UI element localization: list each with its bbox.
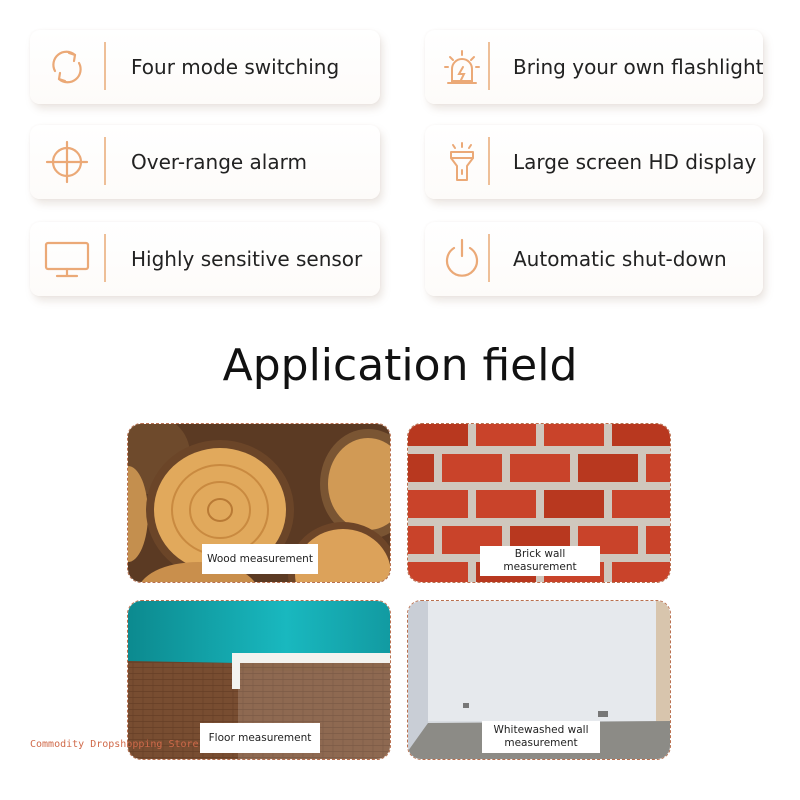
- brick: [476, 424, 536, 446]
- brick: [612, 562, 671, 583]
- alarm-light-icon: [437, 42, 487, 92]
- feature-card-alarm: [30, 125, 380, 199]
- photo-caption: Brick wall measurement: [480, 546, 600, 576]
- brick: [544, 424, 604, 446]
- feature-label: Automatic shut-down: [513, 247, 727, 271]
- photo-caption: Whitewashed wall measurement: [482, 721, 600, 753]
- brick: [408, 562, 468, 583]
- feature-card-shutdown: [425, 222, 763, 296]
- photo-caption: Wood measurement: [202, 544, 318, 574]
- brick: [612, 490, 671, 518]
- feature-label: Bring your own flashlight: [513, 55, 764, 79]
- power-icon: [437, 234, 487, 284]
- flashlight-icon: [437, 137, 487, 187]
- brick: [544, 490, 604, 518]
- brick: [646, 526, 671, 554]
- divider: [104, 137, 106, 185]
- divider: [488, 42, 490, 90]
- store-watermark: Commodity Dropshopping Store: [30, 739, 199, 750]
- brick: [408, 490, 468, 518]
- divider: [488, 137, 490, 185]
- feature-card-sensor: [30, 222, 380, 296]
- feature-label: Over-range alarm: [131, 150, 307, 174]
- application-photo-brick-wall: [407, 423, 671, 583]
- feature-label: Large screen HD display: [513, 150, 757, 174]
- crosshair-icon: [42, 137, 92, 187]
- brick: [578, 454, 638, 482]
- divider: [104, 234, 106, 282]
- feature-label: Highly sensitive sensor: [131, 247, 363, 271]
- feature-card-display: [425, 125, 763, 199]
- photo-caption: Floor measurement: [200, 723, 320, 753]
- feature-card-flashlight: [425, 30, 763, 104]
- refresh-icon: [42, 42, 92, 92]
- brick: [408, 424, 468, 446]
- brick: [442, 454, 502, 482]
- divider: [104, 42, 106, 90]
- section-title: Application field: [222, 340, 578, 391]
- application-photo-floor: [127, 600, 391, 760]
- feature-label: Four mode switching: [131, 55, 340, 79]
- application-photo-whitewashed-wall: [407, 600, 671, 760]
- brick: [646, 454, 671, 482]
- brick: [510, 454, 570, 482]
- brick: [476, 490, 536, 518]
- monitor-icon: [42, 234, 92, 284]
- brick: [408, 526, 434, 554]
- brick: [408, 454, 434, 482]
- brick: [612, 424, 671, 446]
- application-photo-wood: [127, 423, 391, 583]
- divider: [488, 234, 490, 282]
- feature-card-mode-switching: [30, 30, 380, 104]
